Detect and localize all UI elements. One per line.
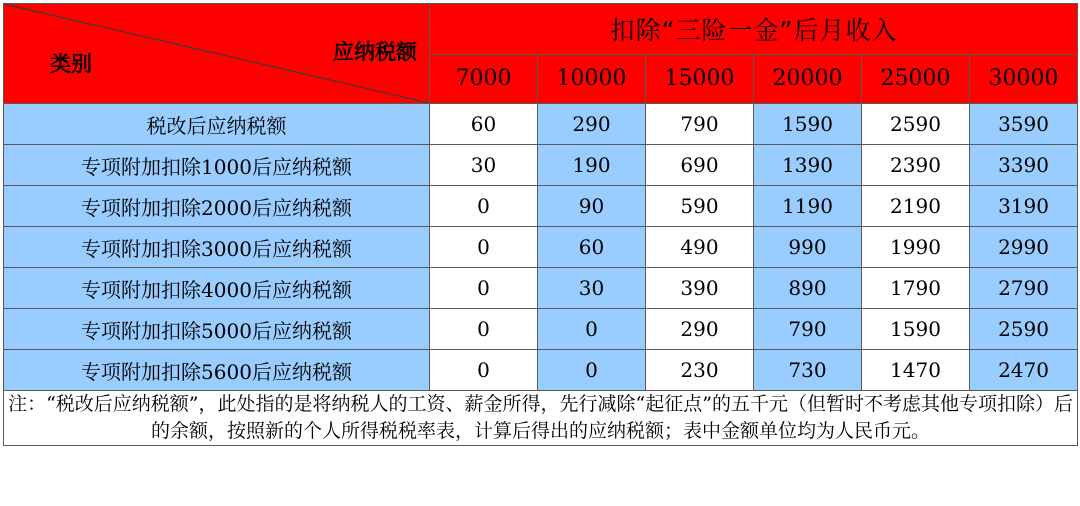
tax-value-cell: 30 (430, 145, 538, 186)
tax-value-cell: 30 (538, 268, 646, 309)
table-row (4, 309, 1078, 350)
income-header-4: 25000 (862, 54, 970, 104)
tax-value-cell: 1590 (862, 309, 970, 350)
tax-value-cell: 2190 (862, 186, 970, 227)
tax-value-cell: 0 (538, 350, 646, 391)
corner-label-category: 类别 (50, 52, 92, 76)
tax-value-cell: 90 (538, 186, 646, 227)
tax-value-cell: 890 (754, 268, 862, 309)
tax-value-cell: 990 (754, 227, 862, 268)
tax-value-cell: 290 (646, 309, 754, 350)
income-header-1: 10000 (538, 54, 646, 104)
tax-value-cell: 2990 (970, 227, 1078, 268)
tax-value-cell: 3190 (970, 186, 1078, 227)
tax-value-cell: 1790 (862, 268, 970, 309)
tax-value-cell: 0 (430, 309, 538, 350)
row-category-label: 专项附加扣除2000后应纳税额 (4, 186, 430, 227)
tax-value-cell: 2390 (862, 145, 970, 186)
tax-value-cell: 2470 (970, 350, 1078, 391)
tax-value-cell: 730 (754, 350, 862, 391)
tax-value-cell: 1590 (754, 104, 862, 145)
tax-value-cell: 60 (430, 104, 538, 145)
table-body (4, 104, 1078, 391)
tax-value-cell: 0 (430, 268, 538, 309)
tax-value-cell: 2590 (970, 309, 1078, 350)
tax-value-cell: 590 (646, 186, 754, 227)
row-category-label: 税改后应纳税额 (4, 104, 430, 145)
tax-value-cell: 790 (754, 309, 862, 350)
tax-value-cell: 0 (430, 186, 538, 227)
tax-value-cell: 0 (538, 309, 646, 350)
income-header-5: 30000 (970, 54, 1078, 104)
tax-value-cell: 490 (646, 227, 754, 268)
table-row (4, 268, 1078, 309)
tax-value-cell: 3590 (970, 104, 1078, 145)
tax-value-cell: 1470 (862, 350, 970, 391)
table-row (4, 145, 1078, 186)
row-category-label: 专项附加扣除5600后应纳税额 (4, 350, 430, 391)
tax-value-cell: 230 (646, 350, 754, 391)
table-row (4, 186, 1078, 227)
corner-header-cell (4, 4, 430, 104)
tax-value-cell: 690 (646, 145, 754, 186)
tax-value-cell: 60 (538, 227, 646, 268)
row-category-label: 专项附加扣除1000后应纳税额 (4, 145, 430, 186)
tax-value-cell: 1390 (754, 145, 862, 186)
corner-label-tax: 应纳税额 (333, 40, 417, 64)
table-row (4, 227, 1078, 268)
tax-value-cell: 3390 (970, 145, 1078, 186)
income-header-0: 7000 (430, 54, 538, 104)
table-row (4, 104, 1078, 145)
tax-value-cell: 2790 (970, 268, 1078, 309)
tax-value-cell: 290 (538, 104, 646, 145)
tax-value-cell: 0 (430, 350, 538, 391)
tax-table (3, 3, 1078, 446)
row-category-label: 专项附加扣除5000后应纳税额 (4, 309, 430, 350)
row-category-label: 专项附加扣除3000后应纳税额 (4, 227, 430, 268)
tax-value-cell: 190 (538, 145, 646, 186)
income-header-2: 15000 (646, 54, 754, 104)
tax-value-cell: 790 (646, 104, 754, 145)
tax-value-cell: 1190 (754, 186, 862, 227)
tax-value-cell: 390 (646, 268, 754, 309)
row-category-label: 专项附加扣除4000后应纳税额 (4, 268, 430, 309)
tax-value-cell: 2590 (862, 104, 970, 145)
group-title: 扣除“三险一金”后月收入 (430, 4, 1078, 55)
table-row (4, 350, 1078, 391)
tax-value-cell: 0 (430, 227, 538, 268)
income-header-3: 20000 (754, 54, 862, 104)
footnote: 注：“税改后应纳税额”，此处指的是将纳税人的工资、薪金所得，先行减除“起征点”的五千元（但暂时不考虑其他专项扣除）后的余额，按照新的个人所得税税率表，计算后得出的应纳税额；表中金额单位均为人民币元。 (4, 391, 1078, 446)
tax-value-cell: 1990 (862, 227, 970, 268)
